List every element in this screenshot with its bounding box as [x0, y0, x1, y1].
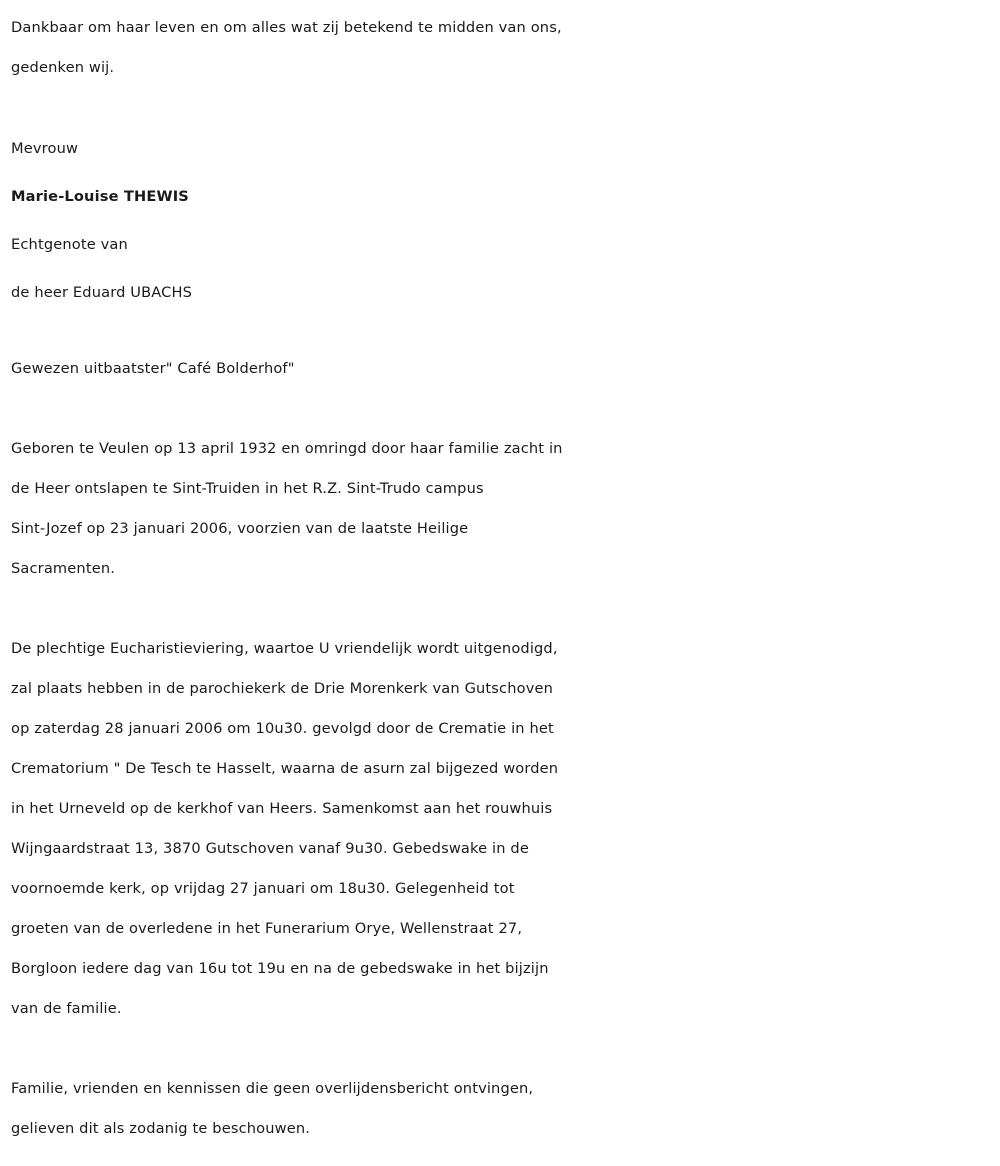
ceremony-line: Crematorium " De Tesch te Hasselt, waarna de asurn zal bijgezed worden — [11, 760, 559, 777]
intro-paragraph — [11, 8, 1000, 88]
closing-line: gelieven dit als zodanig te beschouwen. — [11, 1120, 311, 1137]
spacer — [11, 317, 1000, 349]
ceremony-line: in het Urneveld op de kerkhof van Heers. Samenkomst aan het rouwhuis — [11, 800, 553, 817]
closing-line: Familie, vrienden en kennissen die geen overlijdensbericht ontvingen, — [11, 1080, 534, 1097]
closing-paragraph — [11, 1069, 1000, 1149]
spacer — [11, 1029, 1000, 1069]
ceremony-paragraph — [11, 629, 1000, 1029]
ceremony-line: van de familie. — [11, 1000, 122, 1017]
deceased-name: Marie-Louise THEWIS — [11, 188, 189, 205]
ceremony-line: Borgloon iedere dag van 16u tot 19u en na de gebedswake in het bijzijn — [11, 960, 549, 977]
occupation: Gewezen uitbaatster" Café Bolderhof" — [11, 360, 295, 377]
deceased-block — [11, 125, 1000, 317]
spacer — [11, 88, 1000, 125]
ceremony-line: Wijngaardstraat 13, 3870 Gutschoven vanaf 9u30. Gebedswake in de — [11, 840, 529, 857]
relation: Echtgenote van — [11, 236, 128, 253]
birth-death-paragraph — [11, 429, 1000, 589]
intro-line: Dankbaar om haar leven en om alles wat zij betekend te midden van ons, — [11, 19, 562, 36]
salutation: Mevrouw — [11, 140, 79, 157]
ceremony-line: op zaterdag 28 januari 2006 om 10u30. gevolgd door de Crematie in het — [11, 720, 554, 737]
ceremony-line: De plechtige Eucharistieviering, waartoe U vriendelijk wordt uitgenodigd, — [11, 640, 558, 657]
spouse-name: de heer Eduard UBACHS — [11, 284, 193, 301]
spacer — [11, 589, 1000, 629]
ceremony-line: zal plaats hebben in de parochiekerk de Drie Morenkerk van Gutschoven — [11, 680, 554, 697]
birth-death-line: Sint-Jozef op 23 januari 2006, voorzien van de laatste Heilige — [11, 520, 469, 537]
birth-death-line: de Heer ontslapen te Sint-Truiden in het R.Z. Sint-Trudo campus — [11, 480, 484, 497]
birth-death-line: Geboren te Veulen op 13 april 1932 en omringd door haar familie zacht in — [11, 440, 563, 457]
ceremony-line: groeten van de overledene in het Funerarium Orye, Wellenstraat 27, — [11, 920, 523, 937]
birth-death-line: Sacramenten. — [11, 560, 116, 577]
ceremony-line: voornoemde kerk, op vrijdag 27 januari om 18u30. Gelegenheid tot — [11, 880, 515, 897]
spacer — [11, 389, 1000, 429]
intro-line: gedenken wij. — [11, 59, 115, 76]
occupation-paragraph — [11, 349, 1000, 389]
